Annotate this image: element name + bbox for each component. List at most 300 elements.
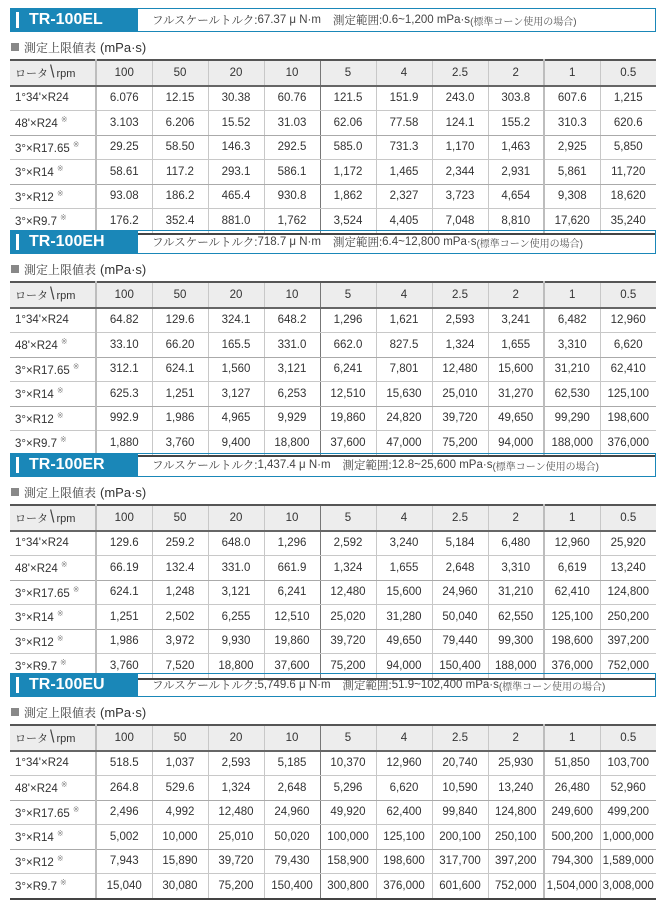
- table-row: [10, 874, 656, 899]
- diagonal-divider-icon: \: [50, 507, 55, 527]
- value-cell: 303.8: [488, 86, 544, 111]
- value-cell: 79,440: [432, 629, 488, 654]
- value-cell: 99,290: [544, 406, 600, 431]
- value-cell: 1,296: [264, 531, 320, 556]
- value-cell: 1,655: [488, 333, 544, 358]
- value-cell: 1,986: [152, 406, 208, 431]
- subtitle-unit: (mPa·s): [100, 484, 147, 500]
- square-bullet-icon: [11, 708, 19, 716]
- value-cell: 10,370: [320, 751, 376, 776]
- subtitle-label: 測定上限値表: [24, 705, 97, 720]
- value-cell: 607.6: [544, 86, 600, 111]
- value-cell: 15,630: [376, 382, 432, 407]
- value-cell: 1,504,000: [544, 874, 600, 899]
- torque-label: フルスケールトルク:: [152, 15, 258, 27]
- note-mark-icon: ※: [56, 829, 64, 839]
- value-cell: 1,986: [96, 629, 152, 654]
- table-row: [10, 531, 656, 556]
- value-cell: 6,253: [264, 382, 320, 407]
- value-cell: 75,200: [208, 874, 264, 899]
- rpm-column-header: 5: [320, 282, 376, 308]
- value-cell: 66.19: [96, 556, 152, 581]
- value-cell: 75,200: [320, 654, 376, 679]
- value-cell: 1,000,000: [600, 825, 656, 850]
- value-cell: 6.206: [152, 111, 208, 136]
- value-cell: 300,800: [320, 874, 376, 899]
- value-cell: 259.2: [152, 531, 208, 556]
- value-cell: 13,240: [488, 776, 544, 801]
- value-cell: 1,170: [432, 135, 488, 160]
- rotor-name: 3°×R14: [15, 832, 54, 845]
- rotor-cell: [10, 751, 96, 776]
- value-cell: 26,480: [544, 776, 600, 801]
- table-header-row: [10, 505, 656, 531]
- rotor-name: 3°×R14: [15, 612, 54, 625]
- rpm-column-header: 20: [208, 725, 264, 751]
- value-cell: 7,520: [152, 654, 208, 679]
- rotor-name: 1°34'×R24: [15, 92, 69, 105]
- model-name: TR-100EU: [29, 676, 105, 693]
- value-cell: 188,000: [544, 431, 600, 456]
- value-cell: 752,000: [488, 874, 544, 899]
- value-cell: 124.1: [432, 111, 488, 136]
- table-row: [10, 406, 656, 431]
- rotor-header-label: ロータ: [15, 512, 48, 525]
- diagonal-divider-icon: \: [50, 62, 55, 82]
- value-cell: 6,620: [600, 333, 656, 358]
- table-row: [10, 86, 656, 111]
- value-cell: 1,621: [376, 308, 432, 333]
- range-label: 測定範囲:: [332, 237, 383, 249]
- rpm-column-header: 1: [544, 505, 600, 531]
- value-cell: 1,762: [264, 209, 320, 234]
- value-cell: 12,480: [320, 580, 376, 605]
- rpm-column-header: 5: [320, 60, 376, 86]
- rpm-column-header: 20: [208, 60, 264, 86]
- table-row: [10, 825, 656, 850]
- rpm-column-header: 4: [376, 60, 432, 86]
- value-cell: 376,000: [544, 654, 600, 679]
- value-cell: 198,600: [376, 849, 432, 874]
- range-value: 51.9~102,400 mPa·s: [391, 679, 499, 691]
- value-cell: 9,929: [264, 406, 320, 431]
- table-row: [10, 629, 656, 654]
- value-cell: 79,430: [264, 849, 320, 874]
- rotor-name: 48'×R24: [15, 563, 58, 576]
- value-cell: 12,480: [432, 357, 488, 382]
- value-cell: 331.0: [208, 556, 264, 581]
- rotor-name: 3°×R17.65: [15, 807, 70, 820]
- rotor-name: 48'×R24: [15, 118, 58, 131]
- value-cell: 586.1: [264, 160, 320, 185]
- value-cell: 6,482: [544, 308, 600, 333]
- value-cell: 731.3: [376, 135, 432, 160]
- value-cell: 146.3: [208, 135, 264, 160]
- note-mark-icon: ※: [60, 115, 68, 125]
- value-cell: 1,251: [152, 382, 208, 407]
- value-cell: 24,820: [376, 406, 432, 431]
- value-cell: 992.9: [96, 406, 152, 431]
- spec-box: [138, 673, 656, 697]
- model-section-tr-100eu: [10, 673, 656, 900]
- value-cell: 165.5: [208, 333, 264, 358]
- value-cell: 648.2: [264, 308, 320, 333]
- value-cell: 64.82: [96, 308, 152, 333]
- table-row: [10, 431, 656, 456]
- rpm-column-header: 0.5: [600, 282, 656, 308]
- rpm-column-header: 2: [488, 282, 544, 308]
- rotor-cell: [10, 800, 96, 825]
- value-cell: 30,080: [152, 874, 208, 899]
- value-cell: 1,862: [320, 184, 376, 209]
- value-cell: 6,620: [376, 776, 432, 801]
- rotor-cell: [10, 556, 96, 581]
- value-cell: 7,943: [96, 849, 152, 874]
- range-note: (標準コーン使用の場合): [498, 681, 606, 693]
- model-name-box: [10, 673, 138, 697]
- subtitle-unit: (mPa·s): [100, 704, 147, 720]
- value-cell: 99,840: [432, 800, 488, 825]
- value-cell: 2,496: [96, 800, 152, 825]
- rotor-rpm-header: [10, 505, 96, 531]
- value-cell: 1,463: [488, 135, 544, 160]
- value-cell: 150,400: [432, 654, 488, 679]
- note-mark-icon: ※: [72, 584, 80, 594]
- rpm-header-label: rpm: [56, 512, 76, 525]
- rotor-cell: [10, 776, 96, 801]
- value-cell: 4,654: [488, 184, 544, 209]
- value-cell: 2,502: [152, 605, 208, 630]
- rpm-column-header: 4: [376, 725, 432, 751]
- value-cell: 52,960: [600, 776, 656, 801]
- table-row: [10, 849, 656, 874]
- value-cell: 518.5: [96, 751, 152, 776]
- value-cell: 4,405: [376, 209, 432, 234]
- value-cell: 292.5: [264, 135, 320, 160]
- value-cell: 200,100: [432, 825, 488, 850]
- rotor-cell: [10, 111, 96, 136]
- value-cell: 37,600: [320, 431, 376, 456]
- value-cell: 132.4: [152, 556, 208, 581]
- rotor-name: 3°×R12: [15, 413, 54, 426]
- value-cell: 62,550: [488, 605, 544, 630]
- note-mark-icon: ※: [60, 780, 68, 790]
- model-title-bar: [10, 8, 656, 32]
- rotor-name: 3°×R17.65: [15, 142, 70, 155]
- value-cell: 1,589,000: [600, 849, 656, 874]
- rpm-column-header: 2: [488, 60, 544, 86]
- rpm-column-header: 10: [264, 282, 320, 308]
- value-cell: 1,215: [600, 86, 656, 111]
- table-row: [10, 580, 656, 605]
- rotor-cell: [10, 357, 96, 382]
- value-cell: 129.6: [96, 531, 152, 556]
- value-cell: 1,172: [320, 160, 376, 185]
- value-cell: 49,920: [320, 800, 376, 825]
- value-cell: 3.103: [96, 111, 152, 136]
- rpm-column-header: 4: [376, 505, 432, 531]
- value-cell: 585.0: [320, 135, 376, 160]
- value-cell: 31,210: [544, 357, 600, 382]
- rotor-name: 3°×R9.7: [15, 216, 58, 229]
- range-label: 測定範囲:: [332, 15, 383, 27]
- value-cell: 125,100: [544, 605, 600, 630]
- rotor-cell: [10, 580, 96, 605]
- range-note: (標準コーン使用の場合): [470, 16, 577, 28]
- table-row: [10, 556, 656, 581]
- model-name: TR-100EH: [29, 233, 105, 250]
- value-cell: 49,650: [376, 629, 432, 654]
- table-subtitle: [10, 703, 656, 721]
- rotor-name: 3°×R14: [15, 167, 54, 180]
- rpm-column-header: 0.5: [600, 505, 656, 531]
- value-cell: 317,700: [432, 849, 488, 874]
- rotor-cell: [10, 825, 96, 850]
- value-cell: 155.2: [488, 111, 544, 136]
- rpm-column-header: 100: [96, 282, 152, 308]
- value-cell: 25,930: [488, 751, 544, 776]
- value-cell: 6,241: [320, 357, 376, 382]
- value-cell: 37,600: [264, 654, 320, 679]
- table-row: [10, 160, 656, 185]
- value-cell: 150,400: [264, 874, 320, 899]
- value-cell: 3,121: [264, 357, 320, 382]
- note-mark-icon: ※: [60, 213, 67, 223]
- rotor-header-label: ロータ: [15, 732, 48, 745]
- table-row: [10, 751, 656, 776]
- rpm-column-header: 4: [376, 282, 432, 308]
- rotor-header-label: ロータ: [15, 67, 48, 80]
- value-cell: 15,600: [488, 357, 544, 382]
- rotor-cell: [10, 531, 96, 556]
- rotor-name: 1°34'×R24: [15, 757, 69, 770]
- value-cell: 12,960: [376, 751, 432, 776]
- value-cell: 15,890: [152, 849, 208, 874]
- value-cell: 25,920: [600, 531, 656, 556]
- rotor-cell: [10, 431, 96, 456]
- value-cell: 3,972: [152, 629, 208, 654]
- note-mark-icon: ※: [60, 435, 67, 445]
- value-cell: 625.3: [96, 382, 152, 407]
- value-cell: 31.03: [264, 111, 320, 136]
- value-cell: 15.52: [208, 111, 264, 136]
- model-name: TR-100EL: [29, 11, 103, 28]
- value-cell: 15,040: [96, 874, 152, 899]
- value-cell: 151.9: [376, 86, 432, 111]
- value-cell: 13,240: [600, 556, 656, 581]
- range-note: (標準コーン使用の場合): [492, 461, 599, 473]
- rotor-name: 3°×R12: [15, 856, 54, 869]
- value-cell: 62,530: [544, 382, 600, 407]
- value-cell: 94,000: [488, 431, 544, 456]
- value-cell: 249,600: [544, 800, 600, 825]
- note-mark-icon: ※: [56, 386, 64, 396]
- accent-bar-icon: [16, 457, 19, 473]
- value-cell: 124,800: [488, 800, 544, 825]
- square-bullet-icon: [11, 43, 19, 51]
- value-cell: 12,960: [544, 531, 600, 556]
- torque-label: フルスケールトルク:: [152, 237, 258, 249]
- value-cell: 397,200: [600, 629, 656, 654]
- value-cell: 176.2: [96, 209, 152, 234]
- value-cell: 11,720: [600, 160, 656, 185]
- accent-bar-icon: [16, 234, 19, 250]
- value-cell: 1,560: [208, 357, 264, 382]
- rpm-column-header: 2.5: [432, 725, 488, 751]
- value-cell: 9,930: [208, 629, 264, 654]
- rotor-cell: [10, 160, 96, 185]
- value-cell: 1,465: [376, 160, 432, 185]
- value-cell: 4,992: [152, 800, 208, 825]
- subtitle-unit: (mPa·s): [100, 261, 147, 277]
- rpm-column-header: 20: [208, 282, 264, 308]
- value-cell: 3,127: [208, 382, 264, 407]
- value-cell: 2,648: [432, 556, 488, 581]
- value-cell: 77.58: [376, 111, 432, 136]
- torque-value: 5,749.6 μ N·m: [257, 679, 331, 691]
- value-cell: 62,400: [376, 800, 432, 825]
- viscosity-limit-table: [10, 504, 656, 680]
- value-cell: 129.6: [152, 308, 208, 333]
- torque-value: 67.37 μ N·m: [257, 14, 321, 26]
- value-cell: 3,310: [544, 333, 600, 358]
- value-cell: 12.15: [152, 86, 208, 111]
- value-cell: 620.6: [600, 111, 656, 136]
- rotor-cell: [10, 308, 96, 333]
- value-cell: 2,592: [320, 531, 376, 556]
- accent-bar-icon: [16, 12, 19, 28]
- value-cell: 930.8: [264, 184, 320, 209]
- value-cell: 6,619: [544, 556, 600, 581]
- value-cell: 499,200: [600, 800, 656, 825]
- value-cell: 5,296: [320, 776, 376, 801]
- value-cell: 752,000: [600, 654, 656, 679]
- value-cell: 794,300: [544, 849, 600, 874]
- range-label: 測定範囲:: [342, 460, 392, 472]
- value-cell: 1,655: [376, 556, 432, 581]
- value-cell: 17,620: [544, 209, 600, 234]
- rpm-column-header: 50: [152, 282, 208, 308]
- rotor-cell: [10, 849, 96, 874]
- value-cell: 1,324: [208, 776, 264, 801]
- rpm-column-header: 1: [544, 282, 600, 308]
- value-cell: 6.076: [96, 86, 152, 111]
- value-cell: 250,100: [488, 825, 544, 850]
- value-cell: 1,251: [96, 605, 152, 630]
- table-subtitle: [10, 38, 656, 56]
- rpm-column-header: 10: [264, 60, 320, 86]
- table-row: [10, 135, 656, 160]
- range-value: 0.6~1,200 mPa·s: [382, 14, 471, 26]
- subtitle-label: 測定上限値表: [24, 485, 97, 500]
- value-cell: 19,860: [320, 406, 376, 431]
- rotor-cell: [10, 135, 96, 160]
- value-cell: 94,000: [376, 654, 432, 679]
- value-cell: 33.10: [96, 333, 152, 358]
- value-cell: 50,040: [432, 605, 488, 630]
- value-cell: 7,048: [432, 209, 488, 234]
- value-cell: 2,931: [488, 160, 544, 185]
- range-label: 測定範囲:: [342, 680, 392, 692]
- square-bullet-icon: [11, 265, 19, 273]
- value-cell: 2,925: [544, 135, 600, 160]
- value-cell: 500,200: [544, 825, 600, 850]
- torque-value: 1,437.4 μ N·m: [257, 459, 331, 471]
- value-cell: 35,240: [600, 209, 656, 234]
- square-bullet-icon: [11, 488, 19, 496]
- value-cell: 3,240: [376, 531, 432, 556]
- value-cell: 8,810: [488, 209, 544, 234]
- value-cell: 75,200: [432, 431, 488, 456]
- viscosity-limit-table: [10, 281, 656, 457]
- value-cell: 827.5: [376, 333, 432, 358]
- value-cell: 352.4: [152, 209, 208, 234]
- table-subtitle: [10, 483, 656, 501]
- model-name-box: [10, 230, 138, 254]
- value-cell: 250,200: [600, 605, 656, 630]
- value-cell: 18,620: [600, 184, 656, 209]
- value-cell: 465.4: [208, 184, 264, 209]
- table-row: [10, 184, 656, 209]
- value-cell: 3,760: [152, 431, 208, 456]
- value-cell: 18,800: [208, 654, 264, 679]
- value-cell: 12,480: [208, 800, 264, 825]
- value-cell: 624.1: [152, 357, 208, 382]
- note-mark-icon: ※: [72, 139, 80, 149]
- value-cell: 62.06: [320, 111, 376, 136]
- value-cell: 1,880: [96, 431, 152, 456]
- value-cell: 31,210: [488, 580, 544, 605]
- rpm-column-header: 0.5: [600, 60, 656, 86]
- value-cell: 121.5: [320, 86, 376, 111]
- rotor-name: 48'×R24: [15, 340, 58, 353]
- value-cell: 324.1: [208, 308, 264, 333]
- value-cell: 124,800: [600, 580, 656, 605]
- table-row: [10, 776, 656, 801]
- note-mark-icon: ※: [56, 609, 64, 619]
- range-value: 12.8~25,600 mPa·s: [391, 459, 493, 471]
- spec-box: [138, 453, 656, 477]
- value-cell: 5,185: [264, 751, 320, 776]
- value-cell: 186.2: [152, 184, 208, 209]
- model-title-bar: [10, 230, 656, 254]
- value-cell: 25,010: [208, 825, 264, 850]
- value-cell: 100,000: [320, 825, 376, 850]
- value-cell: 529.6: [152, 776, 208, 801]
- model-section-tr-100eh: [10, 230, 656, 457]
- rpm-column-header: 2.5: [432, 282, 488, 308]
- value-cell: 12,960: [600, 308, 656, 333]
- rotor-name: 3°×R17.65: [15, 364, 70, 377]
- note-mark-icon: ※: [60, 658, 67, 668]
- table-row: [10, 111, 656, 136]
- value-cell: 29.25: [96, 135, 152, 160]
- value-cell: 6,255: [208, 605, 264, 630]
- value-cell: 5,184: [432, 531, 488, 556]
- torque-label: フルスケールトルク:: [152, 460, 258, 472]
- rpm-column-header: 100: [96, 725, 152, 751]
- value-cell: 2,593: [208, 751, 264, 776]
- value-cell: 39,720: [208, 849, 264, 874]
- value-cell: 30.38: [208, 86, 264, 111]
- viscosity-limit-table: [10, 724, 656, 900]
- value-cell: 3,723: [432, 184, 488, 209]
- rpm-column-header: 50: [152, 505, 208, 531]
- subtitle-label: 測定上限値表: [24, 40, 97, 55]
- note-mark-icon: ※: [56, 188, 64, 198]
- table-row: [10, 333, 656, 358]
- value-cell: 12,510: [320, 382, 376, 407]
